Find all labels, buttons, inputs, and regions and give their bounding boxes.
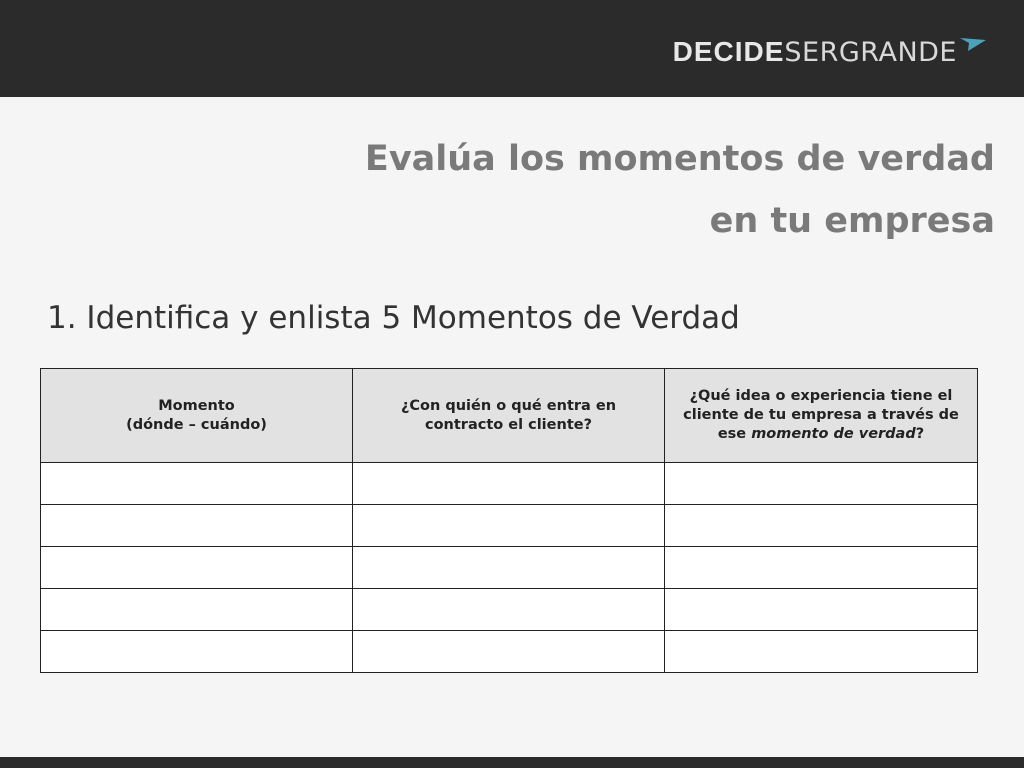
table-cell[interactable] xyxy=(665,505,978,547)
header-experience-emphasis: momento de verdad xyxy=(751,426,916,442)
table-cell[interactable] xyxy=(41,463,353,505)
header-experience xyxy=(665,369,978,463)
table-cell[interactable] xyxy=(353,463,665,505)
moments-table xyxy=(40,368,978,673)
table-cell[interactable] xyxy=(353,631,665,673)
table-cell[interactable] xyxy=(665,631,978,673)
title-line-1: Evalúa los momentos de verdad xyxy=(364,139,995,179)
header-bar xyxy=(0,0,1024,97)
header-contact xyxy=(353,369,665,463)
flag-icon xyxy=(960,38,986,52)
table-cell[interactable] xyxy=(41,505,353,547)
table-cell[interactable] xyxy=(665,463,978,505)
instruction-text: 1. Identifica y enlista 5 Momentos de Verdad xyxy=(47,300,740,336)
table-row xyxy=(41,631,978,673)
table-header-row xyxy=(41,369,978,463)
brand-logo xyxy=(673,36,986,68)
table-body xyxy=(41,463,978,673)
table-cell[interactable] xyxy=(353,589,665,631)
header-momento-line2: (dónde – cuándo) xyxy=(126,416,267,433)
footer-bar xyxy=(0,757,1024,768)
table-row xyxy=(41,463,978,505)
table-cell[interactable] xyxy=(41,547,353,589)
table-row xyxy=(41,505,978,547)
table-cell[interactable] xyxy=(353,547,665,589)
table-cell[interactable] xyxy=(353,505,665,547)
header-contact-text: ¿Con quién o qué entra en contracto el cliente? xyxy=(400,397,617,433)
table-row xyxy=(41,547,978,589)
header-experience-prefix: ¿Qué idea o experiencia tiene el cliente de tu empresa a través de ese xyxy=(683,388,959,442)
table-row xyxy=(41,589,978,631)
header-momento xyxy=(41,369,353,463)
table-cell[interactable] xyxy=(665,589,978,631)
page-title xyxy=(365,128,995,252)
table-cell[interactable] xyxy=(41,589,353,631)
title-line-2: en tu empresa xyxy=(709,201,995,241)
logo-text-light: SERGRANDE xyxy=(784,36,957,68)
header-experience-suffix: ? xyxy=(915,426,925,442)
table-cell[interactable] xyxy=(41,631,353,673)
header-momento-line1: Momento xyxy=(158,397,235,414)
logo-text-bold: DECIDE xyxy=(672,36,785,67)
table-cell[interactable] xyxy=(665,547,978,589)
